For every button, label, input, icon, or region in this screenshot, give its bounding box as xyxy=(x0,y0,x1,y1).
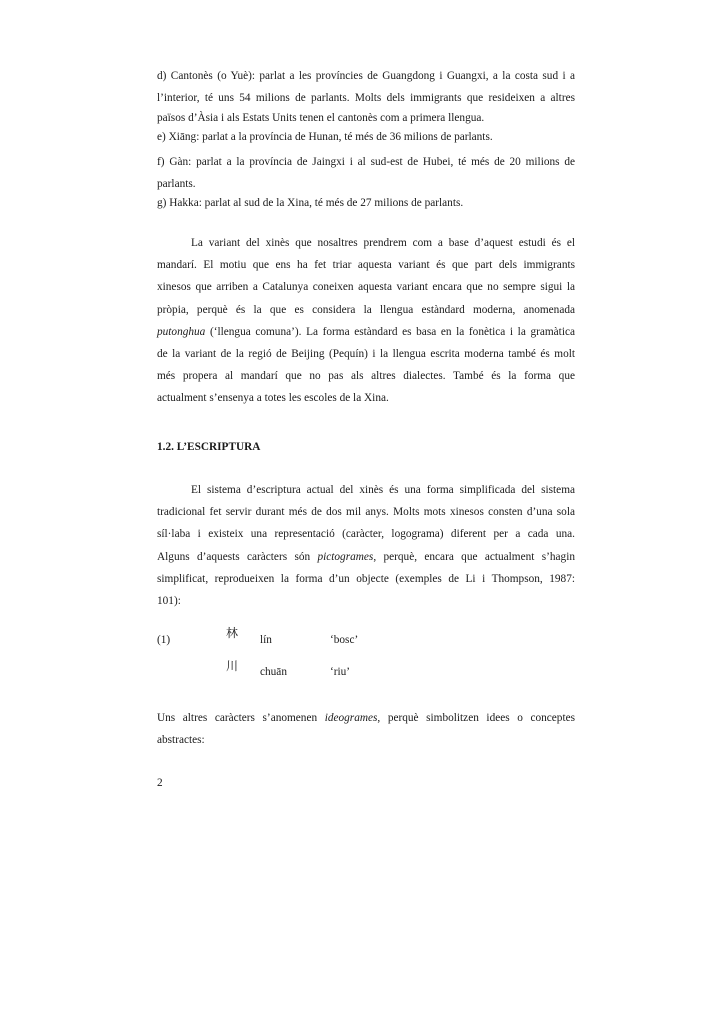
gloss-riu: ‘riu’ xyxy=(330,666,351,678)
p2-line-2: tradicional fet servir durant més de dos mil anys. Molts mots xinesos consten d’una sola xyxy=(157,506,575,519)
p2-line-1: El sistema d’escriptura actual del xinès és una forma simplificada del sistema xyxy=(191,484,575,496)
pictogrames-term: pictogrames xyxy=(317,550,374,563)
p3-line-2: abstractes: xyxy=(157,734,205,747)
dialect-list-cantonese xyxy=(157,65,575,109)
dialect-list-continued xyxy=(157,109,575,147)
pinyin-lin: lín xyxy=(260,634,272,646)
p2-line-4-pre: Alguns d’aquests caràcters són xyxy=(157,550,318,563)
p2-line-4-post: , perquè, encara que actualment s’hagin xyxy=(373,550,575,563)
p1-line-3: xinesos que arriben a Catalunya coneixen aquesta variant encara que no sempre sigui la xyxy=(157,281,575,294)
paragraph-writing-system xyxy=(157,479,575,612)
p2-line-6: 101): xyxy=(157,595,181,608)
character-lin: 林 xyxy=(226,626,239,640)
putonghua-term: putonghua xyxy=(157,325,206,338)
p3-line-1-post: , perquè simbolitzen idees o conceptes xyxy=(377,712,575,724)
p3-line-1-pre: Uns altres caràcters s’anomenen xyxy=(157,712,325,724)
dialect-d-line-3: països d’Àsia i als Estats Units tenen el cantonès com a primera llengua. xyxy=(157,112,485,124)
dialect-list-gan xyxy=(157,151,575,173)
gloss-bosc: ‘bosc’ xyxy=(330,634,359,646)
paragraph-mandarin xyxy=(157,232,575,410)
pinyin-chuan: chuān xyxy=(260,666,287,678)
dialect-g: g) Hakka: parlat al sud de la Xina, té més de 27 milions de parlants. xyxy=(157,197,464,209)
dialect-list-hakka xyxy=(157,175,575,213)
dialect-e: e) Xiāng: parlat a la província de Hunan, té més de 36 milions de parlants. xyxy=(157,131,493,143)
p2-line-5: simplificat, reprodueixen la forma d’un objecte (exemples de Li i Thompson, 1987: xyxy=(157,572,575,585)
p1-line-8: actualment s’ensenya a totes les escoles de la Xina. xyxy=(157,392,389,405)
ideogrames-term: ideogrames xyxy=(324,712,378,724)
paragraph-ideograms xyxy=(157,707,575,751)
p2-line-3: síl·laba i existeix una representació (caràcter, logograma) diferent per a cada una. xyxy=(157,528,575,541)
p1-line-6: de la variant de la regió de Beijing (Pequín) i la llengua escrita moderna també és molt xyxy=(157,348,575,361)
dialect-d-line-2: l’interior, té uns 54 milions de parlants. Molts dels immigrants que resideixen a altres xyxy=(157,92,575,105)
section-heading: 1.2. L’ESCRIPTURA xyxy=(157,441,261,453)
p1-line-5-text: (‘llengua comuna’). La forma estàndard es basa en la fonètica i la gramàtica xyxy=(205,325,575,338)
p1-line-4: pròpia, perquè és la que es considera la llengua estàndard moderna, anomenada xyxy=(157,303,575,316)
p1-line-5 xyxy=(157,321,575,343)
dialect-d-line-1: d) Cantonès (o Yuè): parlat a les províncies de Guangdong i Guangxi, a la costa sud i a xyxy=(157,70,575,82)
p2-line-4 xyxy=(157,546,575,568)
character-chuan: 川 xyxy=(226,659,239,673)
example-number: (1) xyxy=(157,634,171,646)
dialect-f-line-1: f) Gàn: parlat a la província de Jaingxi i al sud-est de Hubei, té més de 20 milions de xyxy=(157,156,575,168)
dialect-f-line-2: parlants. xyxy=(157,178,196,190)
p1-line-2: mandarí. El motiu que ens ha fet triar aquesta variant és que part dels immigrants xyxy=(157,259,575,272)
p1-line-1: La variant del xinès que nosaltres prendrem com a base d’aquest estudi és el xyxy=(191,237,575,249)
p1-line-7: més propera al mandarí que no pas als altres dialectes. També és la forma que xyxy=(157,370,575,383)
page-number: 2 xyxy=(157,777,163,789)
p3-line-1 xyxy=(157,707,575,729)
